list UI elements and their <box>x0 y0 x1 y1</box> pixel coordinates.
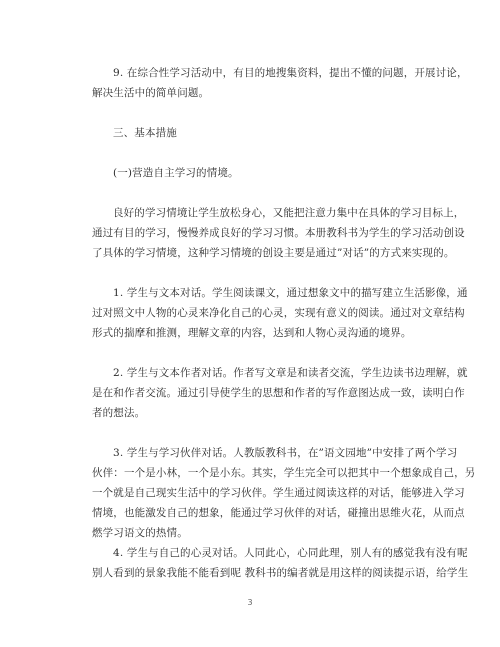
text-line: 4. 学生与自己的心灵对话。人同此心，心同此理，别人有的感觉我有没有呢 <box>113 547 468 559</box>
text-line: (一)营造自主学习的情境。 <box>113 167 239 179</box>
text-line: 情境，也能激发自己的想象，能通过学习伙伴的对话，碰撞出思维火花，从而点 <box>92 507 465 519</box>
text-line: 良好的学习情境让学生放松身心，又能把注意力集中在具体的学习目标上， <box>113 207 465 219</box>
text-line: 一个就是自己现实生活中的学习伙伴。学生通过阅读这样的对话，能够进入学习 <box>92 487 465 499</box>
text-line: 是在和作者交流。通过引导使学生的思想和作者的写作意图达成一致，读明白作 <box>92 387 465 399</box>
paragraph-learning-context <box>92 203 465 263</box>
text-line: 3. 学生与学习伙伴对话。人教版教科书，在”语文园地”中安排了两个学习 <box>113 447 458 459</box>
paragraph-dialogue-self <box>92 543 469 583</box>
paragraph-dialogue-partner <box>92 443 476 543</box>
text-line: 过对照文中人物的心灵来净化自己的心灵，实现有意义的阅读。通过对文章结构 <box>92 307 465 319</box>
text-line: 9. 在综合性学习活动中，有目的地搜集资料，提出不懂的问题，开展讨论， <box>113 67 468 79</box>
paragraph-objective-9 <box>92 63 468 103</box>
text-line: 1. 学生与文本对话。学生阅读课文，通过想象文中的描写建立生活影像，通 <box>113 287 468 299</box>
text-line: 燃学习语文的热情。 <box>92 527 188 539</box>
text-line: 形式的揣摩和推测，理解文章的内容，达到和人物心灵沟通的境界。 <box>92 327 412 339</box>
paragraph-dialogue-text <box>92 283 468 343</box>
text-line: 伙伴：一个是小林，一个是小东。其实，学生完全可以把其中一个想象成自己，另 <box>92 467 476 479</box>
page-number: 3 <box>247 598 253 607</box>
text-line: 三、基本措施 <box>113 127 177 139</box>
text-line: 了具体的学习情境，这种学习情境的创设主要是通过”对话”的方式来实现的。 <box>92 247 455 259</box>
text-line: 2. 学生与文本作者对话。作者写文章是和读者交流，学生边读书边理解，就 <box>113 367 468 379</box>
paragraph-dialogue-author <box>92 363 468 423</box>
text-line: 通过有目的学习，慢慢养成良好的学习习惯。本册教科书为学生的学习活动创设 <box>92 227 465 239</box>
text-line: 解决生活中的简单问题。 <box>92 87 210 99</box>
text-line: 别人看到的景象我能不能看到呢 教科书的编者就是用这样的阅读提示语，给学生 <box>92 567 469 579</box>
section-heading-basic-measures <box>92 123 432 143</box>
subsection-heading-learning-context <box>92 163 432 183</box>
text-line: 者的想法。 <box>92 407 146 419</box>
